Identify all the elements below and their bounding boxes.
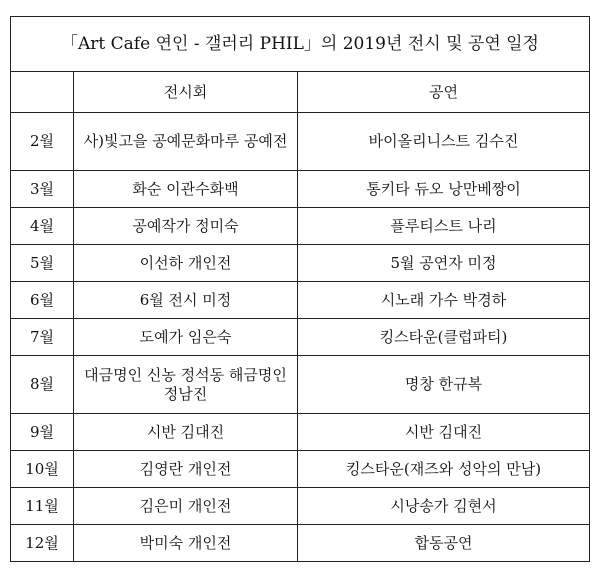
- exhibition-cell: 시반 김대진: [74, 414, 298, 451]
- table-row: [11, 171, 590, 208]
- month-cell: 10월: [11, 451, 74, 488]
- month-cell: 7월: [11, 319, 74, 356]
- performance-cell: 5월 공연자 미정: [298, 245, 590, 282]
- table-row: [11, 525, 590, 562]
- header-row: [11, 72, 590, 113]
- exhibition-cell: 도예가 임은숙: [74, 319, 298, 356]
- exhibition-cell: 박미숙 개인전: [74, 525, 298, 562]
- exhibition-text: 대금명인 신농 정석동 해금명인 정남진: [84, 365, 287, 403]
- table-row: [11, 451, 590, 488]
- performance-cell: 시반 김대진: [298, 414, 590, 451]
- header-month: [11, 72, 74, 113]
- table-row: [11, 245, 590, 282]
- table-title: 「Art Cafe 연인 - 갤러리 PHIL」의 2019년 전시 및 공연 일정: [11, 17, 590, 72]
- exhibition-cell: 화순 이관수화백: [74, 171, 298, 208]
- table-row: [11, 319, 590, 356]
- header-exhibition: 전시회: [74, 72, 298, 113]
- performance-cell: 시노래 가수 박경하: [298, 282, 590, 319]
- month-cell: 2월: [11, 113, 74, 171]
- performance-cell: 킹스타운(재즈와 성악의 만남): [298, 451, 590, 488]
- month-cell: 12월: [11, 525, 74, 562]
- month-cell: 4월: [11, 208, 74, 245]
- exhibition-cell: 김은미 개인전: [74, 488, 298, 525]
- exhibition-text: 사)빛고을 공예문화마루 공예전: [83, 132, 288, 150]
- table-row: [11, 282, 590, 319]
- schedule-table: [10, 16, 590, 562]
- performance-cell: 통키타 듀오 낭만베짱이: [298, 171, 590, 208]
- exhibition-cell: 6월 전시 미정: [74, 282, 298, 319]
- month-cell: 11월: [11, 488, 74, 525]
- performance-cell: 시낭송가 김현서: [298, 488, 590, 525]
- month-cell: 6월: [11, 282, 74, 319]
- performance-cell: 명창 한규복: [298, 356, 590, 414]
- schedule-document: [10, 16, 589, 569]
- table-row: [11, 488, 590, 525]
- table-row: [11, 414, 590, 451]
- performance-cell: 합동공연: [298, 525, 590, 562]
- table-row: [11, 113, 590, 171]
- exhibition-cell: 공예작가 정미숙: [74, 208, 298, 245]
- month-cell: 9월: [11, 414, 74, 451]
- title-row: [11, 17, 590, 72]
- month-cell: 8월: [11, 356, 74, 414]
- header-performance: 공연: [298, 72, 590, 113]
- exhibition-cell: [74, 356, 298, 414]
- performance-cell: 플루티스트 나리: [298, 208, 590, 245]
- exhibition-cell: 김영란 개인전: [74, 451, 298, 488]
- performance-cell: 바이올리니스트 김수진: [298, 113, 590, 171]
- performance-cell: 킹스타운(클럽파티): [298, 319, 590, 356]
- table-row: [11, 356, 590, 414]
- month-cell: 5월: [11, 245, 74, 282]
- table-row: [11, 208, 590, 245]
- exhibition-cell: 이선하 개인전: [74, 245, 298, 282]
- exhibition-cell: [74, 113, 298, 171]
- month-cell: 3월: [11, 171, 74, 208]
